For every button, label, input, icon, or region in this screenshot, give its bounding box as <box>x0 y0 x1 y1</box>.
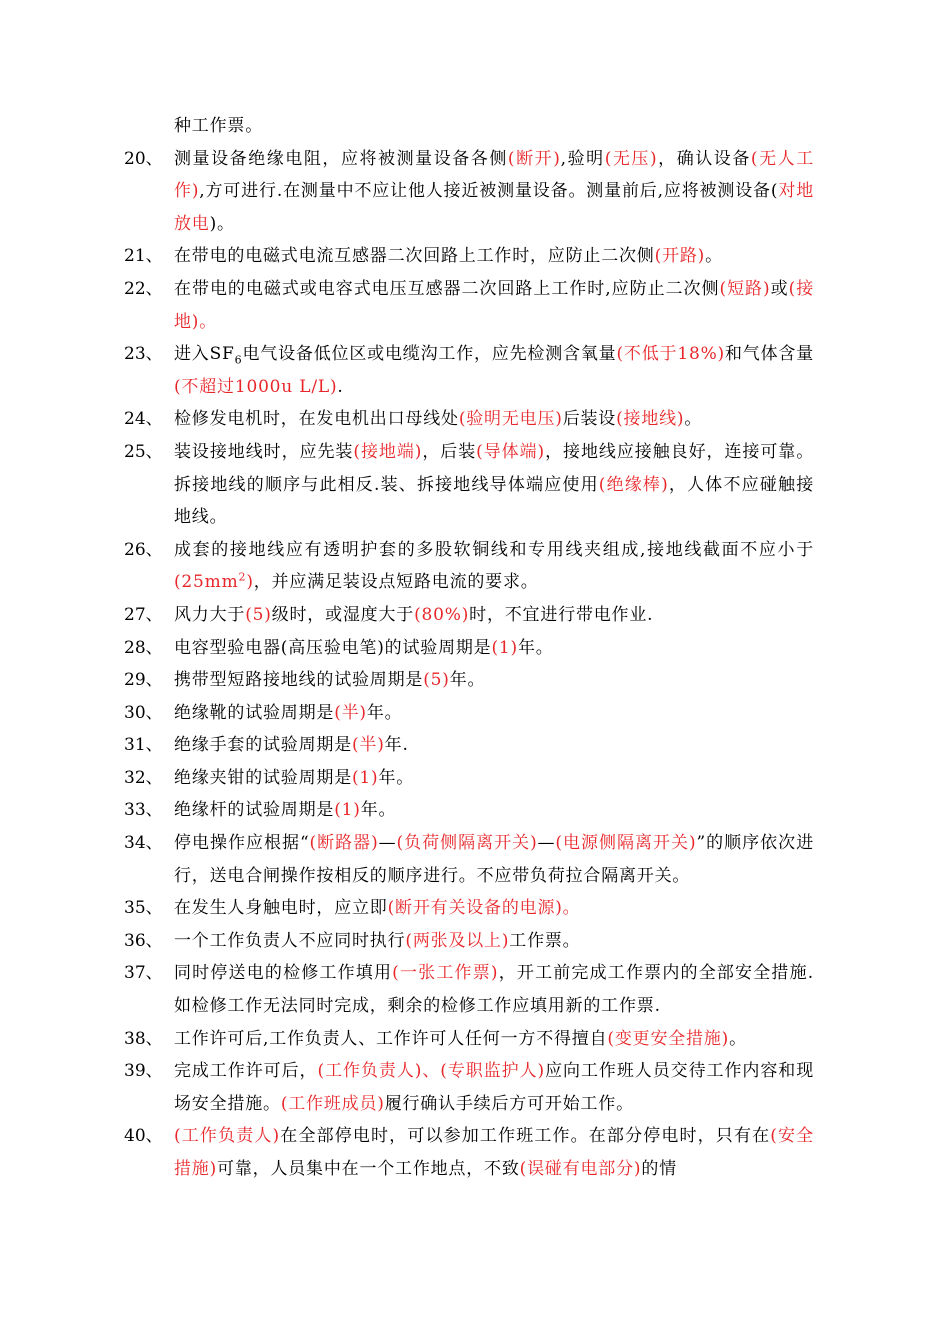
item-number: 23、 <box>124 344 163 365</box>
item-number: 32、 <box>124 767 163 788</box>
question-text: ，开工前完成工作票内的全部安全措施.如检修工作无法同时完成，剩余的检修工作应填用新的工作票. <box>174 963 814 1017</box>
question-text: 。 <box>729 1028 747 1049</box>
item-number: 36、 <box>124 930 163 951</box>
answer-text: (开路) <box>654 246 706 267</box>
answer-text: (不低于18%) <box>616 344 725 365</box>
question-text: 风力大于 <box>174 604 246 625</box>
list-item <box>124 143 814 241</box>
question-text: 电气设备低位区或电缆沟工作，应先检测含氧量 <box>242 344 617 365</box>
question-text: 绝缘靴的试验周期是 <box>174 702 335 723</box>
question-text: 或 <box>770 278 789 299</box>
question-text: 装设接地线时，应先装 <box>174 441 354 462</box>
item-number: 30、 <box>124 702 163 723</box>
item-text <box>174 110 814 143</box>
item-text <box>174 338 814 403</box>
answer-text: (5) <box>245 604 272 625</box>
item-text <box>174 925 814 958</box>
item-text <box>174 403 814 436</box>
list-item <box>124 762 814 795</box>
question-text: 种工作票。 <box>174 116 263 136</box>
item-number: 33、 <box>124 800 163 821</box>
question-text: ”的顺序依次进行，送电合闸操作按相反的顺序进行。不应带负荷拉合隔离开关。 <box>174 833 814 886</box>
question-text: 年. <box>384 735 409 756</box>
list-item <box>124 632 814 665</box>
list-item <box>124 599 814 632</box>
list-item <box>124 110 814 143</box>
item-text <box>174 827 814 892</box>
item-number: 25、 <box>124 441 163 462</box>
item-text <box>174 729 814 762</box>
question-text: 测量设备绝缘电阻，应将被测量设备各侧 <box>174 148 508 169</box>
item-text <box>174 632 814 665</box>
question-text: 停电操作应根据“ <box>174 833 310 854</box>
answer-text: (工作班成员) <box>280 1093 385 1114</box>
question-text: 时，不宜进行带电作业. <box>469 604 654 625</box>
answer-text: (接地)。 <box>174 278 814 332</box>
question-text: 完成工作许可后， <box>174 1061 318 1082</box>
question-text: 在发生人身触电时，应立即 <box>174 898 388 919</box>
question-text: 工作许可后,工作负责人、工作许可人任何一方不得擅自 <box>174 1028 608 1049</box>
answer-text: 对地放电 <box>174 181 815 234</box>
answer-text: (无压) <box>604 148 658 169</box>
list-item <box>124 273 814 338</box>
item-text <box>174 273 814 338</box>
question-text: 同时停送电的检修工作填用 <box>174 963 393 984</box>
item-text <box>174 697 814 730</box>
question-text: ，确认设备 <box>657 148 751 169</box>
question-text: 成套的接地线应有透明护套的多股软铜线和专用线夹组成,接地线截面不应小于 <box>174 539 814 560</box>
item-text <box>174 762 814 795</box>
answer-text: (工作负责人)、(专职监护人) <box>317 1061 545 1082</box>
list-item <box>124 892 814 925</box>
answer-text: (负荷侧隔离开关) <box>396 833 538 854</box>
answer-text: (电源侧隔离开关) <box>555 833 697 854</box>
list-item <box>124 1120 814 1185</box>
item-number: 39、 <box>124 1061 163 1082</box>
question-text: ，后装 <box>422 441 477 462</box>
item-text <box>174 1023 814 1056</box>
item-text <box>174 794 814 827</box>
answer-text: (断开) <box>507 148 561 169</box>
item-text <box>174 534 814 599</box>
item-text <box>174 599 814 632</box>
question-text: — <box>537 833 556 854</box>
question-text: 在全部停电时，可以参加工作班工作。在部分停电时，只有在 <box>279 1126 771 1147</box>
question-text: 级时，或湿度大于 <box>271 604 415 625</box>
item-text <box>174 664 814 697</box>
answer-text: (变更安全措施) <box>607 1028 730 1049</box>
item-text <box>174 892 814 925</box>
question-text: 可靠，人员集中在一个工作地点，不致 <box>217 1159 520 1179</box>
answer-text: (不超过1000u L/L) <box>174 376 338 397</box>
list-item <box>124 664 814 697</box>
answer-text: (无人工作) <box>174 148 814 202</box>
item-text <box>174 1120 814 1185</box>
question-text: 年。 <box>366 702 403 723</box>
answer-text: (断开有关设备的电源)。 <box>387 898 581 919</box>
answer-text: (短路) <box>719 278 771 299</box>
question-text: ，接地线应接触良好，连接可靠。拆接地线的顺序与此相反.装、拆接地线导体端应使用 <box>174 441 815 495</box>
answer-text: (验明无电压) <box>458 409 563 430</box>
answer-text: (接地端) <box>353 441 423 462</box>
question-text: 在带电的电磁式电流互感器二次回路上工作时，应防止二次侧 <box>174 246 655 267</box>
question-text: )。 <box>209 213 235 234</box>
item-text <box>174 143 814 241</box>
item-number: 24、 <box>124 409 163 430</box>
item-number: 38、 <box>124 1028 163 1049</box>
question-text: 绝缘手套的试验周期是 <box>174 735 352 756</box>
question-text: 检修发电机时，在发电机出口母线处 <box>174 409 459 430</box>
list-item <box>124 827 814 892</box>
question-text: 和气体含量 <box>724 344 814 365</box>
question-text: 年。 <box>360 800 397 821</box>
question-text: ,验明 <box>560 148 605 169</box>
question-text: 电容型验电器(高压验电笔)的试验周期是 <box>174 637 492 658</box>
answer-text: (两张及以上) <box>405 930 510 951</box>
question-text: 。 <box>705 246 723 267</box>
item-number: 29、 <box>124 670 163 691</box>
list-item <box>124 794 814 827</box>
item-number: 27、 <box>124 604 163 625</box>
question-text: — <box>378 833 397 854</box>
answer-text: (5) <box>423 670 450 691</box>
answer-text: (断路器) <box>309 833 379 854</box>
question-text: 应向工作班人员交待工作内容和现场安全措施。 <box>174 1061 815 1114</box>
answer-text: (接地线) <box>616 409 685 430</box>
question-text: ，并应满足装设点短路电流的要求。 <box>253 572 539 593</box>
item-number: 37、 <box>124 963 163 984</box>
item-number: 22、 <box>124 278 163 299</box>
question-text: 年。 <box>378 767 415 788</box>
question-text: 后装设 <box>562 409 617 430</box>
answer-text: (安全措施) <box>174 1126 814 1179</box>
item-number: 21、 <box>124 246 163 267</box>
list-item <box>124 1023 814 1056</box>
list-item <box>124 1055 814 1120</box>
question-text: 绝缘夹钳的试验周期是 <box>174 767 352 788</box>
answer-text: (半) <box>352 735 385 756</box>
list-item <box>124 697 814 730</box>
item-text <box>174 1055 814 1120</box>
question-text: 履行确认手续后方可开始工作。 <box>384 1093 634 1114</box>
item-number: 35、 <box>124 898 163 919</box>
question-text: 年。 <box>517 637 554 658</box>
question-text: 。 <box>684 409 703 430</box>
question-text: 年。 <box>449 670 486 691</box>
answer-text: (半) <box>334 702 367 723</box>
answer-text: (工作负责人) <box>174 1126 280 1147</box>
item-text <box>174 957 814 1022</box>
item-number: 28、 <box>124 637 163 658</box>
question-text: 在带电的电磁式或电容式电压互感器二次回路上工作时,应防止二次侧 <box>174 278 720 299</box>
question-text: 绝缘杆的试验周期是 <box>174 800 335 821</box>
question-text: 携带型短路接地线的试验周期是 <box>174 670 424 691</box>
answer-text: (1) <box>352 767 379 788</box>
item-number: 34、 <box>124 833 163 854</box>
answer-text: (80%) <box>414 604 470 625</box>
item-number: 40、 <box>124 1126 163 1147</box>
list-item <box>124 534 814 599</box>
answer-text: ) <box>246 572 254 593</box>
list-item <box>124 957 814 1022</box>
list-item <box>124 925 814 958</box>
answer-text: 2 <box>238 570 247 584</box>
question-text: 一个工作负责人不应同时执行 <box>174 930 406 951</box>
answer-text: (1) <box>491 637 518 658</box>
list-item <box>124 240 814 273</box>
answer-text: (一张工作票) <box>392 963 499 984</box>
answer-text: (1) <box>334 800 361 821</box>
question-list <box>124 110 814 1186</box>
list-item <box>124 729 814 762</box>
item-text <box>174 240 814 273</box>
answer-text: (绝缘棒) <box>598 474 669 495</box>
answer-text: (25mm <box>174 572 239 593</box>
list-item <box>124 403 814 436</box>
question-text: 进入SF <box>174 344 235 365</box>
question-text: 的情 <box>641 1159 677 1179</box>
item-number: 20、 <box>124 148 163 169</box>
list-item <box>124 338 814 403</box>
question-text: ,方可进行.在测量中不应让他人接近被测量设备。测量前后,应将被测设备( <box>199 181 779 202</box>
answer-text: (误碰有电部分) <box>519 1159 642 1179</box>
item-text <box>174 436 814 534</box>
question-text: 6 <box>234 353 243 367</box>
answer-text: (导体端) <box>476 441 545 462</box>
item-number: 31、 <box>124 735 163 756</box>
item-number: 26、 <box>124 539 163 560</box>
list-item <box>124 436 814 534</box>
question-text: 工作票。 <box>509 930 581 951</box>
question-text: . <box>337 376 344 397</box>
question-text: ，人体不应碰触接地线。 <box>174 474 814 528</box>
